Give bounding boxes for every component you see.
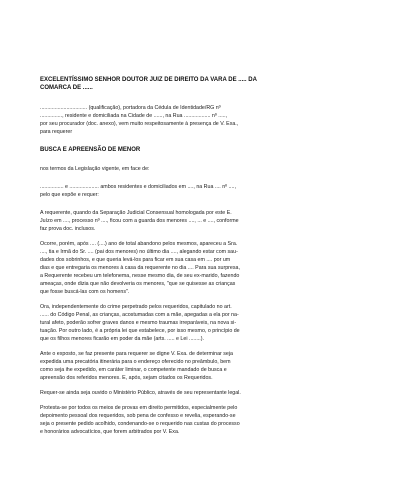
evidence-paragraph: Protesta-se por todos os meios de provas em direito permitidos, especialmente pelo depoimento pessoal dos requeridos, sob pena de confesso e revelia, esperando-se seja o presente pedido acolhido, condenando-se o requerido nas custas do processo e honorários advocatícios, que forem arbitrados por V. Exa. (40, 405, 240, 435)
section-title: BUSCA E APREENSÃO DE MENOR (40, 147, 141, 153)
defendants-paragraph: ................ e .................... ambos residentes e domiciliados em ...., na Rua .... nº ...., pelo que expõe e requer: (40, 184, 236, 198)
law-paragraph: Ora, independentemente do crime perpetrado pelos requeridos, capitulado no art. ...... do Código Penal, as crianças, acostumadas com a mãe, apegadas a ela por na- tural afeto, poderão sofrer graves danos e mesmo traumas irreparáveis, na nova si- tuação. Por outro lado, é a própria lei que estabelece, por isso mesmo, o princípio de que os filhos menores ficarão em poder da mãe (arts. ..... e Lei ........). (40, 304, 240, 342)
request-paragraph: Ante o exposto, se faz presente para requerer se digne V. Exa. de determinar seja expedida uma precatória itinerária para o endereço oferecido no preâmbulo, bem como seja ihe expedido, em caráter liminar, o competente mandado de busca e apreensão dos referidos menores. E, após, sejam citados os Requeridos. (40, 351, 233, 381)
petition-heading: EXCELENTÍSSIMO SENHOR DOUTOR JUIZ DE DIREITO DA VARA DE ..... DA COMARCA DE ...... (40, 77, 257, 91)
legislation-line: nos termos da Legislação vigente, em face de: (40, 166, 150, 172)
public-ministry-paragraph: Requer-se ainda seja ouvido o Ministério Público, através de seu representante legal. (40, 390, 241, 396)
facts-paragraph-2: Ocorre, porém, após .... (....) ano de total abandono pelos mesmos, apareceu a Sra. ...., tia e Irmã do Sr. .... (pai dos menores) no último dia ...., alegando estar com sau- dades dos sobrinhos, e que queria levá-los para ficar em sua casa em .... por um dias e que entregaria os menores à casa da requerente no dia .... Para sua surpresa, a Requerente recebeu um telefonema, nesse mesmo dia, de seu ex-marido, fazendo ameaças, onde dizia que não devolveria os menores, "que se quisesse as crianças que fosse buscá-las com os homens". (40, 241, 240, 295)
document-body (40, 76, 358, 443)
qualification-paragraph: ................................ (qualificação), portadora da Cédula de Identidade/RG nº ..............., residente e domiciliada na Cidade de ......, na Rua .................. nº ....., por seu procurador (doc. anexo), vem muito respeitosamente à presença de V. Exa., para requerer (40, 105, 239, 135)
facts-paragraph-1: A requerente, quando da Separação Judicial Consensual homologada por este E. Juízo em ...., processo nº ...., ficou com a guarda dos menores ...., ... e ...., conforme faz prova doc. inclusos. (40, 210, 239, 232)
